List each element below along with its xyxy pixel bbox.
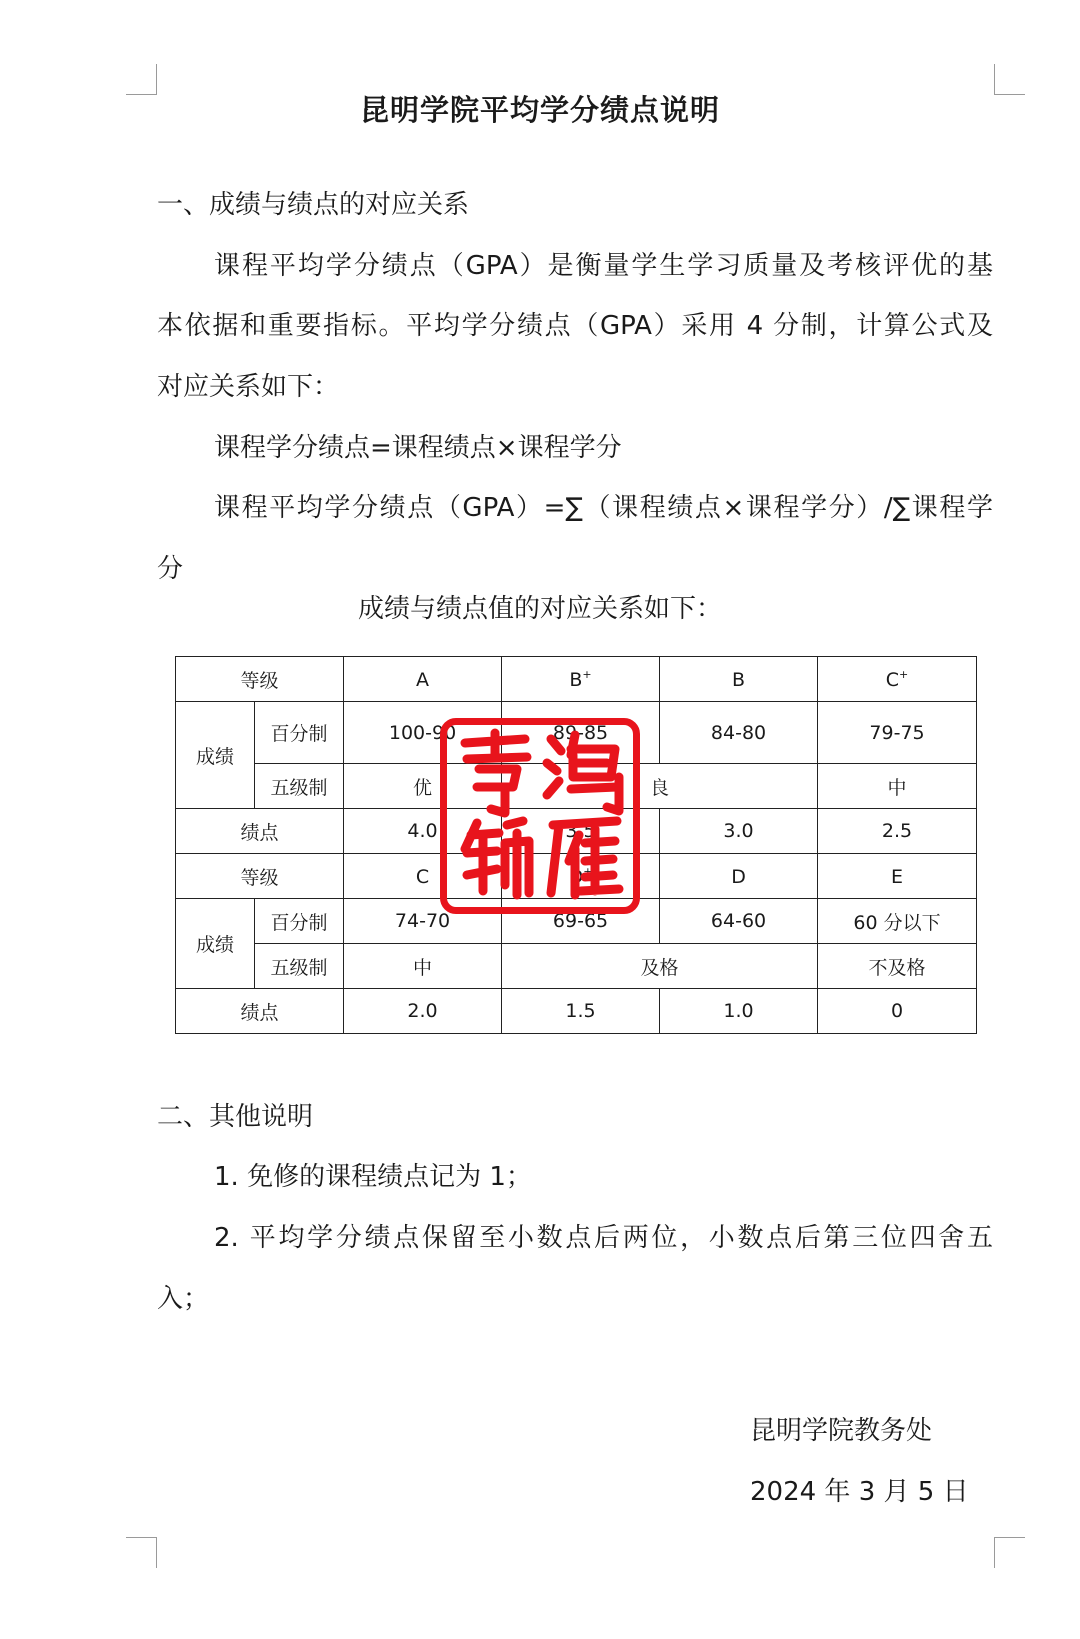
grade-cell: A <box>344 657 502 702</box>
point-cell: 3.5 <box>502 809 660 854</box>
grade-cell: D+ <box>502 854 660 899</box>
formula-gpa-line2: 分 <box>157 554 184 584</box>
grade-cell: C+ <box>818 657 977 702</box>
note-item-2-line2: 入； <box>157 1284 210 1314</box>
five-level-cell: 及格 <box>502 944 818 989</box>
percent-cell: 64-60 <box>660 899 818 944</box>
point-cell: 2.5 <box>818 809 977 854</box>
percent-cell: 84-80 <box>660 702 818 764</box>
five-level-cell: 中 <box>344 944 502 989</box>
point-cell: 0 <box>818 989 977 1034</box>
five-level-cell: 优 <box>344 764 502 809</box>
five-level-cell: 中 <box>818 764 977 809</box>
grade-cell: B <box>660 657 818 702</box>
crop-mark-bottom-right <box>994 1537 1025 1568</box>
signature-date: 2024 年 3 月 5 日 <box>750 1477 969 1507</box>
note-item-2-line1: 2. 平均学分绩点保留至小数点后两位，小数点后第三位四舍五 <box>214 1223 993 1253</box>
table-row <box>176 809 977 854</box>
table-row <box>176 657 977 702</box>
percent-cell: 79-75 <box>818 702 977 764</box>
point-cell: 2.0 <box>344 989 502 1034</box>
five-level-label: 五级制 <box>255 764 344 809</box>
five-level-cell: 不及格 <box>818 944 977 989</box>
point-cell: 3.0 <box>660 809 818 854</box>
table-row <box>176 944 977 989</box>
grade-cell: C <box>344 854 502 899</box>
point-label: 绩点 <box>176 989 344 1034</box>
signature-org: 昆明学院教务处 <box>750 1416 933 1446</box>
five-level-cell: 良 <box>502 764 818 809</box>
five-level-label: 五级制 <box>255 944 344 989</box>
score-label: 成绩 <box>176 899 255 989</box>
percent-label: 百分制 <box>255 702 344 764</box>
table-row <box>176 989 977 1034</box>
point-label: 绩点 <box>176 809 344 854</box>
table-row <box>176 854 977 899</box>
document-title: 昆明学院平均学分绩点说明 <box>359 93 720 127</box>
formula-gpa-line1: 课程平均学分绩点（GPA）=∑（课程绩点×课程学分）/∑课程学 <box>214 493 993 523</box>
table-row <box>176 764 977 809</box>
table-row <box>176 702 977 764</box>
percent-cell: 69-65 <box>502 899 660 944</box>
note-item-1: 1. 免修的课程绩点记为 1； <box>214 1162 532 1192</box>
percent-cell: 100-90 <box>344 702 502 764</box>
table-caption: 成绩与绩点值的对应关系如下： <box>357 594 722 624</box>
section2-heading: 二、其他说明 <box>157 1102 314 1132</box>
table-row <box>176 899 977 944</box>
grade-label: 等级 <box>176 657 344 702</box>
point-cell: 1.5 <box>502 989 660 1034</box>
paragraph1-line2: 本依据和重要指标。平均学分绩点（GPA）采用 4 分制，计算公式及 <box>157 311 993 341</box>
grade-cell: E <box>818 854 977 899</box>
grade-cell: B+ <box>502 657 660 702</box>
paragraph1-line1: 课程平均学分绩点（GPA）是衡量学生学习质量及考核评优的基 <box>214 251 993 281</box>
grade-label: 等级 <box>176 854 344 899</box>
crop-mark-bottom-left <box>126 1537 157 1568</box>
grade-point-table <box>175 656 977 1034</box>
grade-cell: D <box>660 854 818 899</box>
point-cell: 4.0 <box>344 809 502 854</box>
formula-course-credit-point: 课程学分绩点=课程绩点×课程学分 <box>214 433 622 463</box>
percent-cell: 60 分以下 <box>818 899 977 944</box>
paragraph1-line3: 对应关系如下： <box>157 372 340 402</box>
point-cell: 1.0 <box>660 989 818 1034</box>
section1-heading: 一、成绩与绩点的对应关系 <box>157 190 470 220</box>
score-label: 成绩 <box>176 702 255 809</box>
percent-label: 百分制 <box>255 899 344 944</box>
percent-cell: 74-70 <box>344 899 502 944</box>
percent-cell: 89-85 <box>502 702 660 764</box>
